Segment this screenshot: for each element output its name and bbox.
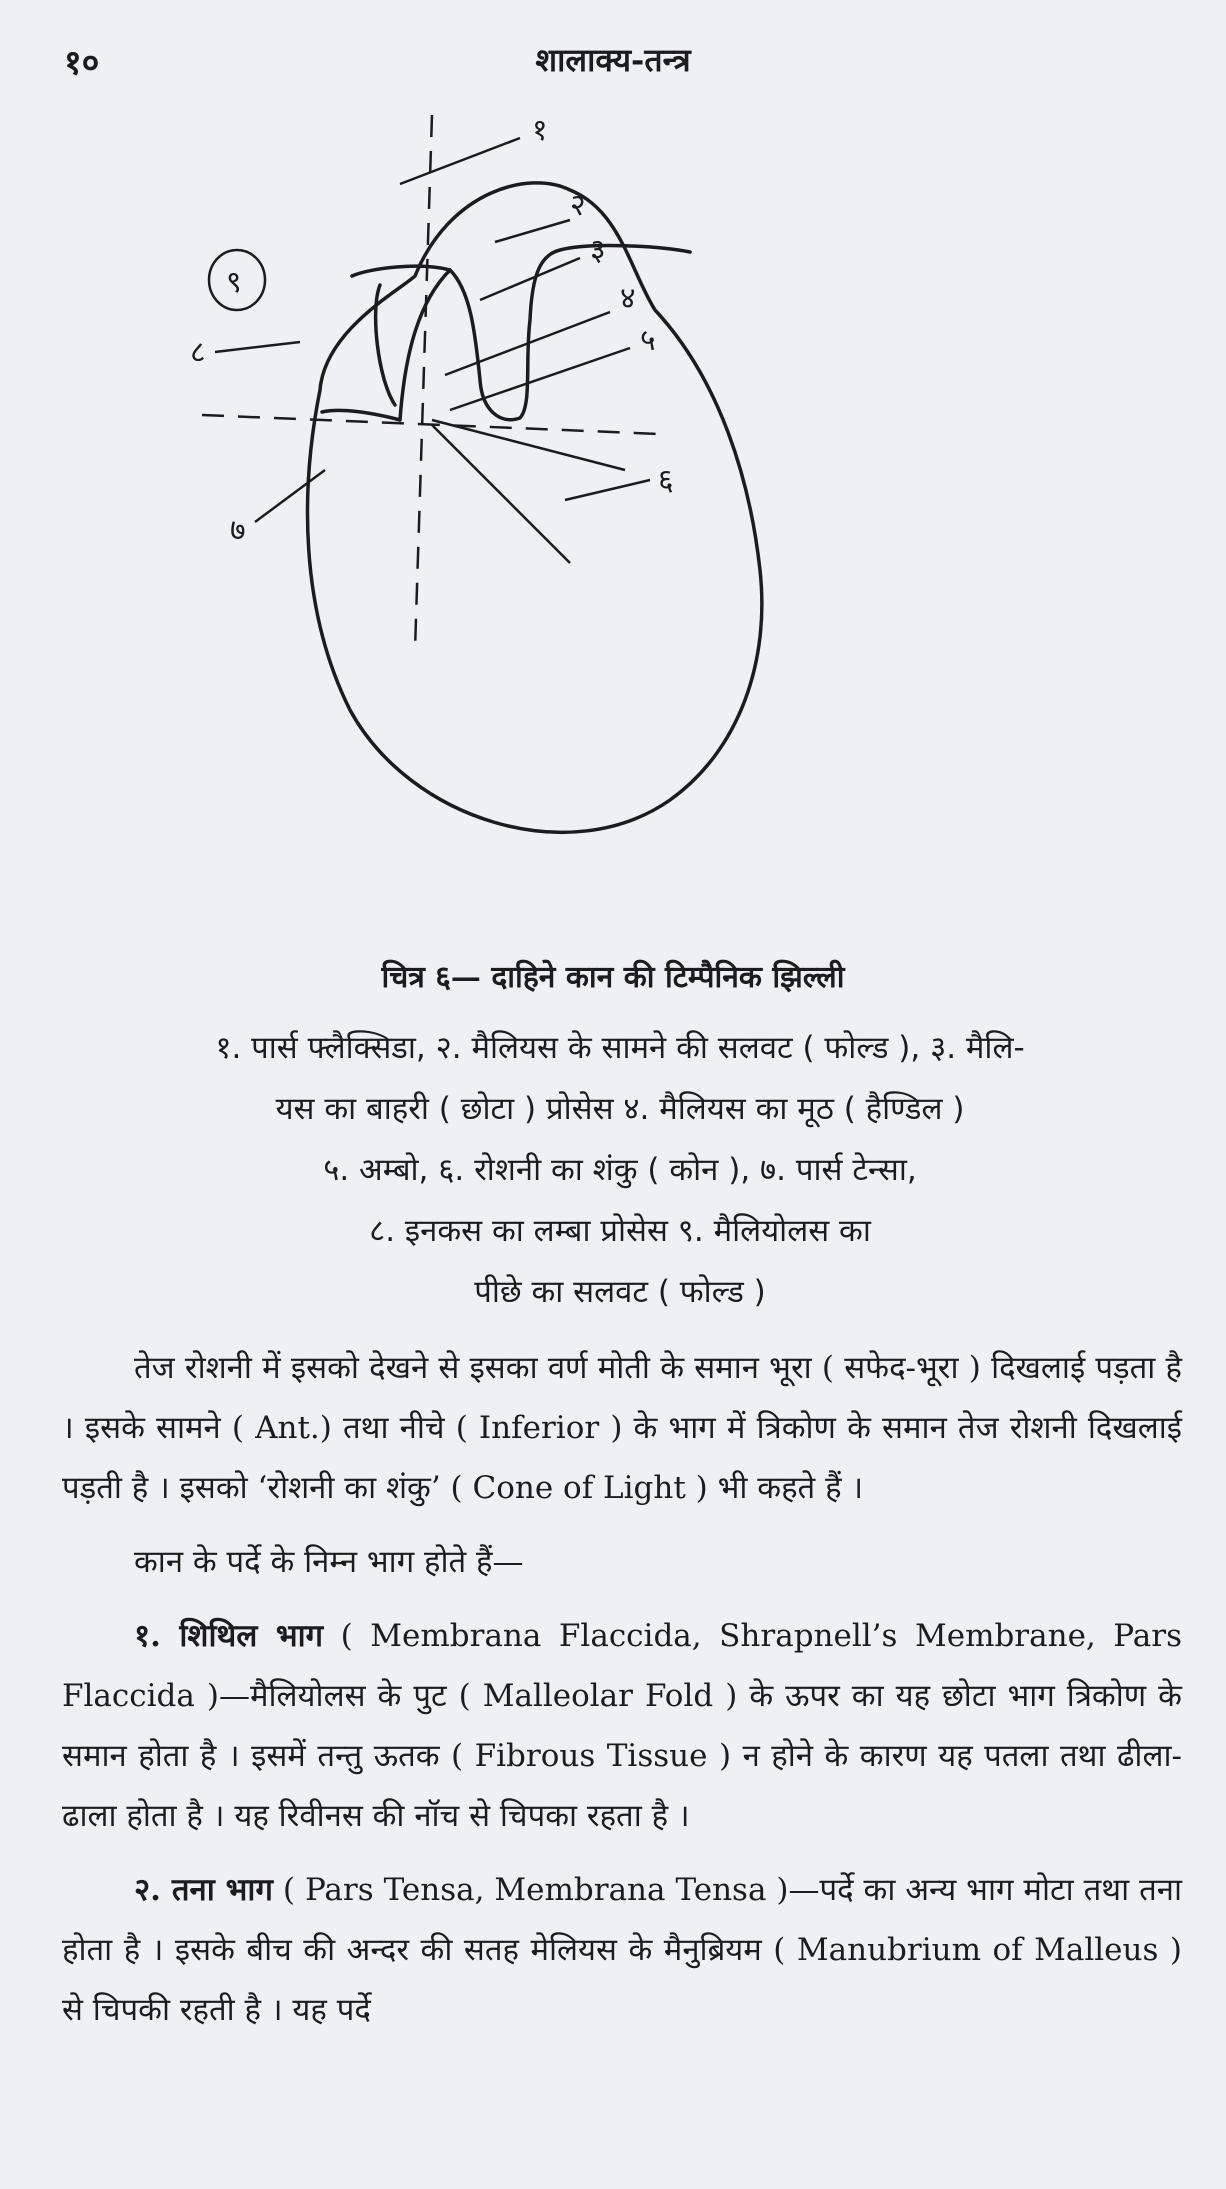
legend-line: ८. इनकस का लम्बा प्रोसेस ९. मैलियोलस का — [369, 1213, 871, 1249]
vertical-axis — [415, 115, 432, 650]
figure-legend — [60, 1018, 1180, 1323]
figure-label-5: ५ — [640, 323, 656, 358]
figure-label-9: ९ — [226, 265, 242, 300]
paragraph — [62, 1860, 1182, 2040]
tympanic-membrane-figure — [190, 113, 950, 920]
paragraph: तेज रोशनी में इसको देखने से इसका वर्ण मोती के समान भूरा ( सफेद-भूरा ) दिखलाई पड़ता है । इसके सामने ( Ant.) तथा नीचे ( Inferior ) के भाग में त्रिकोण के समान तेज रोशनी दिखलाई पड़ती है । इसको ‘रोशनी का शंकु’ ( Cone of Light ) भी कहते हैं । — [62, 1350, 1182, 1506]
paragraph-text: ( Membrana Flaccida, Shrapnell’s Membrane, Pars Flaccida )—मैलियोलस के पुट ( Malleolar Fold ) के ऊपर का यह छोटा भाग त्रिकोण के समान होता है । इसमें तन्तु ऊतक ( Fibrous Tissue ) न होने के कारण यह पतला तथा ढीला-ढाला होता है । यह रिवीनस की नॉच से चिपका रहता है । — [62, 1618, 1182, 1834]
figure-label-7: ७ — [230, 513, 246, 548]
legend-line: यस का बाहरी ( छोटा ) प्रोसेस ४. मैलियस का मूठ ( हैण्डिल ) — [275, 1091, 965, 1127]
legend-line: ५. अम्बो, ६. रोशनी का शंकु ( कोन ), ७. पार्स टेन्सा, — [323, 1152, 917, 1188]
horizontal-axis — [202, 415, 660, 434]
paragraph: कान के पर्दे के निम्न भाग होते हैं— — [134, 1544, 524, 1580]
legend-line: पीछे का सलवट ( फोल्ड ) — [474, 1274, 766, 1310]
running-title: शालाक्य-तन्त्र — [535, 41, 691, 79]
page-header — [0, 38, 1226, 88]
figure-label-6: ६ — [658, 463, 674, 498]
legend-line: १. पार्स फ्लैक्सिडा, २. मैलियस के सामने की सलवट ( फोल्ड ), ३. मैलि- — [215, 1030, 1025, 1066]
figure-caption-title: चित्र ६— दाहिने कान की टिम्पैनिक झिल्ली — [381, 960, 845, 995]
figure-label-8: ८ — [190, 335, 206, 370]
figure-label-4: ४ — [620, 281, 636, 316]
incus-process — [322, 270, 450, 420]
tympanic-membrane-diagram — [190, 113, 950, 920]
paragraph-text: ( Pars Tensa, Membrana Tensa )—पर्दे का अन्य भाग मोटा तथा तना होता है । इसके बीच की अन्दर की सतह मेलियस के मैनुब्रियम ( Manubrium of Malleus ) से चिपकी रहती है । यह पर्दे — [62, 1872, 1182, 2028]
section-heading: १. शिथिल भाग — [134, 1618, 324, 1654]
paragraph — [62, 1606, 1182, 1846]
page-number: १० — [64, 43, 100, 83]
section-heading: २. तना भाग — [134, 1872, 273, 1908]
figure-label-3: ३ — [590, 233, 606, 268]
figure-label-1: १ — [532, 113, 548, 148]
figure-label-2: २ — [570, 188, 586, 223]
body-text — [62, 1338, 1182, 2054]
